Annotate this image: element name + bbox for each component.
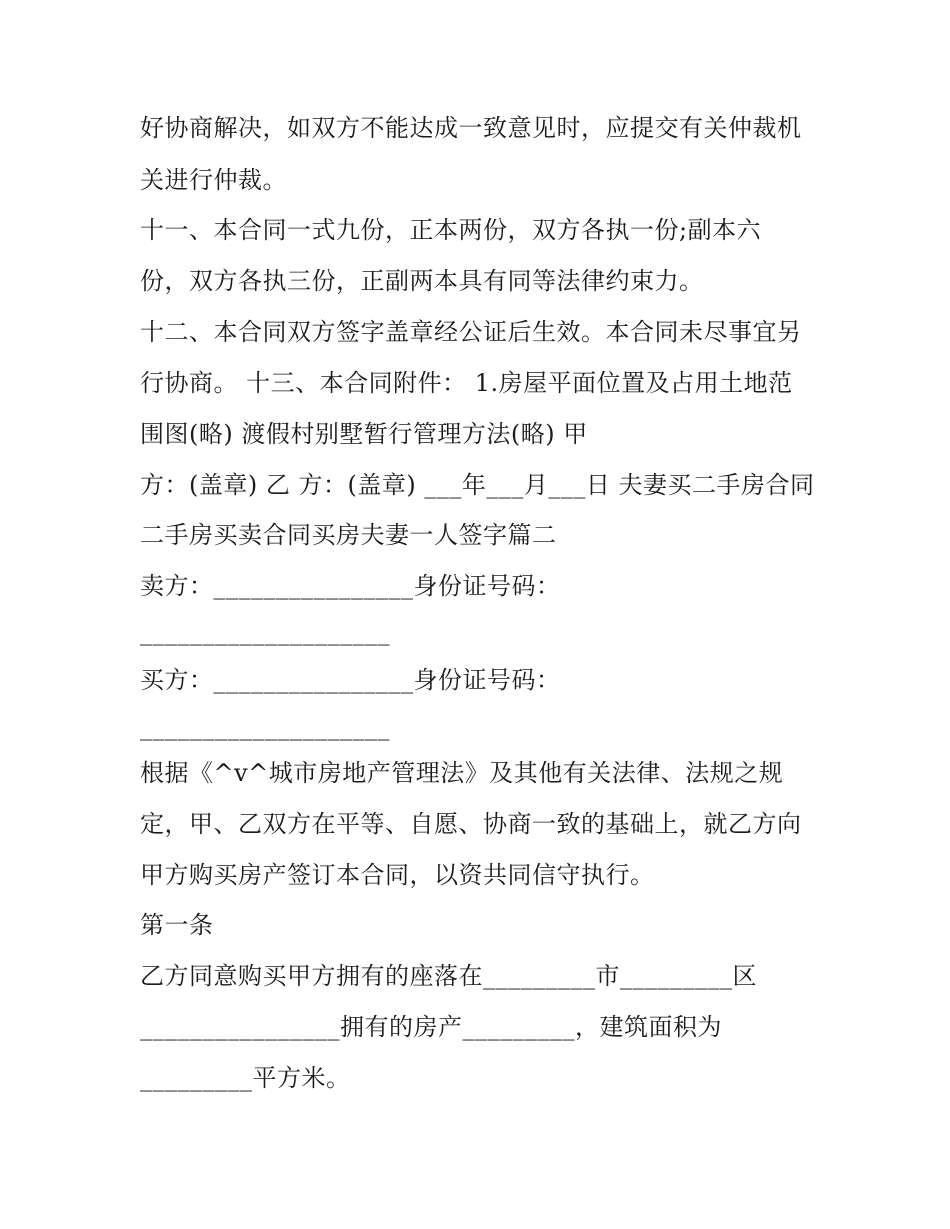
article-heading: 第一条 [140,911,214,939]
text-line: 行协商。 十三、本合同附件： 1.房屋平面位置及占用土地范 [140,369,793,397]
buyer-id-blank: ____________________ [140,713,390,741]
seller-line: 卖方：________________身份证号码： [140,572,561,600]
buyer-line: 买方：________________身份证号码： [140,666,561,694]
seller-id-blank: ____________________ [140,618,390,646]
text-line: 乙方同意购买甲方拥有的座落在_________市_________区 [140,962,757,990]
text-line: 关进行仲裁。 [140,166,287,194]
text-line: 甲方购买房产签订本合同，以资共同信守执行。 [140,861,655,889]
text-line: 围图(略) 渡假村别墅暂行管理方法(略) 甲 [140,420,588,448]
text-line: _________平方米。 [140,1064,351,1092]
text-line: 十二、本合同双方签字盖章经公证后生效。本合同未尽事宜另 [140,318,802,346]
text-line: 方：(盖章) 乙 方：(盖章) ___年___月___日 夫妻买二手房合同 [140,471,815,499]
text-line: 份，双方各执三份，正副两本具有同等法律约束力。 [140,267,704,295]
section-heading: 二手房买卖合同买房夫妻一人签字篇二 [140,521,557,549]
text-line: 根据《^v^城市房地产管理法》及其他有关法律、法规之规 [140,759,784,787]
text-line: 定，甲、乙双方在平等、自愿、协商一致的基础上，就乙方向 [140,810,802,838]
text-line: 十一、本合同一式九份，正本两份，双方各执一份;副本六 [140,216,762,244]
text-line: ________________拥有的房产_________，建筑面积为 [140,1013,722,1041]
text-line: 好协商解决，如双方不能达成一致意见时，应提交有关仲裁机 [140,114,802,142]
